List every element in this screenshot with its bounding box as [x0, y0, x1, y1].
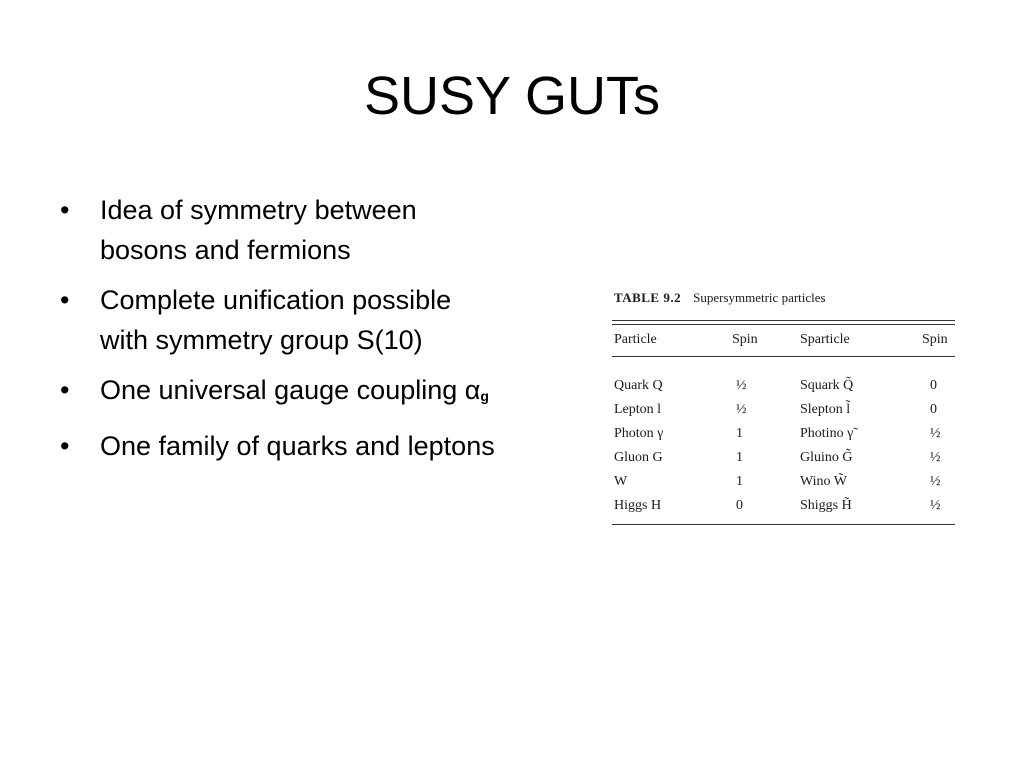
bullet-text: One family of quarks and leptons	[100, 431, 495, 461]
table-row	[612, 446, 955, 470]
table-cell: Quark Q	[614, 378, 663, 393]
table-header-row	[612, 332, 955, 352]
bullet-icon: •	[60, 375, 70, 405]
table-cell: Higgs H	[614, 498, 662, 513]
table-cell: Photino γ̃	[800, 426, 854, 441]
table-cell: 1	[736, 450, 743, 465]
table-cell: ½	[930, 426, 941, 441]
bullet-icon: •	[60, 195, 70, 225]
table-header-cell: Particle	[614, 332, 657, 347]
table-cell: 1	[736, 474, 743, 489]
bullet-item	[60, 190, 500, 270]
table-header-cell: Sparticle	[800, 332, 850, 347]
table-cell: ½	[930, 450, 941, 465]
table-number: TABLE 9.2	[614, 290, 682, 305]
bullet-list	[60, 190, 500, 476]
table-cell: Slepton l̃	[800, 402, 851, 417]
table-cell: 1	[736, 426, 743, 441]
table-cell: ½	[736, 378, 747, 393]
table-cell: Shiggs H̃	[800, 498, 852, 513]
table-cell: Gluino G̃	[800, 450, 853, 465]
bullet-item	[60, 426, 500, 466]
slide-title: SUSY GUTs	[363, 66, 661, 126]
table-cell: ½	[736, 402, 747, 417]
table-cell: 0	[930, 378, 937, 393]
table-top-rule	[612, 324, 955, 325]
table-cell: 0	[930, 402, 937, 417]
table-cell: ½	[930, 498, 941, 513]
table-caption	[614, 288, 826, 308]
table-cell: W	[614, 474, 628, 489]
bullet-icon: •	[60, 431, 70, 461]
table-cell: Squark Q̃	[800, 378, 854, 393]
table-row	[612, 422, 955, 446]
table-cell: ½	[930, 474, 941, 489]
table-cell: Lepton l	[614, 402, 662, 417]
bullet-item	[60, 370, 500, 416]
table-top-rule	[612, 320, 955, 321]
supersymmetric-particles-table	[612, 288, 957, 533]
table-header-rule	[612, 356, 955, 357]
table-row	[612, 398, 955, 422]
bullet-text: One universal gauge coupling α	[100, 375, 481, 405]
table-cell: Photon γ	[614, 426, 664, 441]
table-caption-text: Supersymmetric particles	[693, 290, 826, 305]
table-header-cell: Spin	[732, 332, 758, 347]
bullet-icon: •	[60, 285, 70, 315]
table-row	[612, 494, 955, 518]
table-row	[612, 470, 955, 494]
table-cell: 0	[736, 498, 743, 513]
table-header-cell: Spin	[922, 332, 948, 347]
table-cell: Gluon G	[614, 450, 663, 465]
coupling-subscript: g	[480, 388, 489, 404]
table-cell: Wino W̃	[800, 474, 848, 489]
bullet-text: Complete unification possible with symmetry group S(10)	[100, 285, 452, 355]
table-row	[612, 374, 955, 398]
table-bottom-rule	[612, 524, 955, 525]
bullet-item	[60, 280, 500, 360]
bullet-text: Idea of symmetry between bosons and fermions	[100, 195, 417, 265]
table-body	[612, 374, 955, 518]
